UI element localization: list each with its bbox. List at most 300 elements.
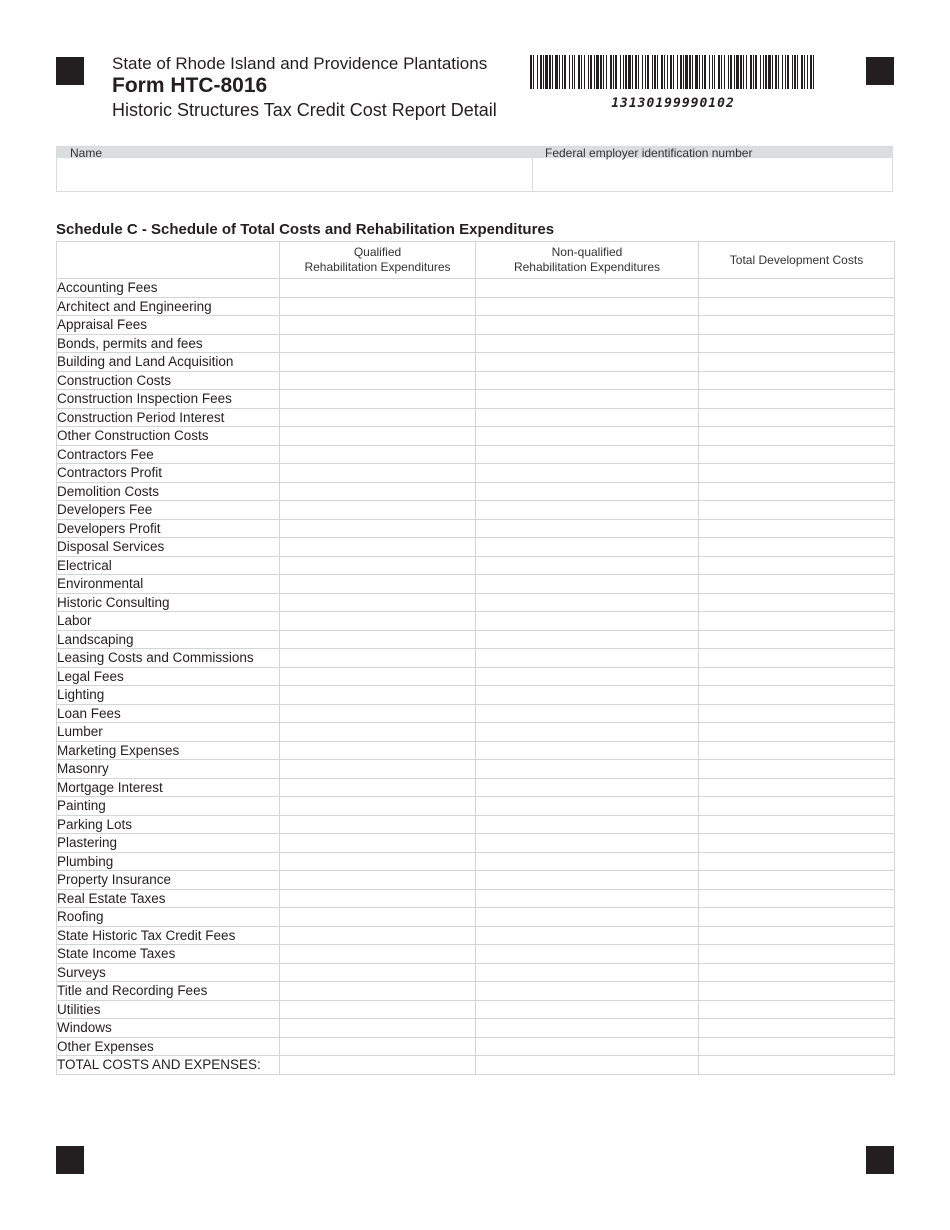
total-cell[interactable] (699, 353, 895, 372)
total-cell[interactable] (699, 464, 895, 483)
qualified-cell[interactable] (280, 630, 476, 649)
row-label: Landscaping (57, 630, 280, 649)
header-item (57, 242, 280, 279)
barcode-bar (642, 55, 643, 89)
qualified-cell[interactable] (280, 649, 476, 668)
row-label: Construction Inspection Fees (57, 390, 280, 409)
barcode-bar (552, 55, 553, 89)
table-row (57, 686, 895, 705)
name-label: Name (57, 147, 532, 158)
qualified-cell[interactable] (280, 1056, 476, 1075)
barcode-bar (635, 55, 637, 89)
table-row (57, 445, 895, 464)
barcode-bar (794, 55, 796, 89)
total-cell[interactable] (699, 427, 895, 446)
barcode-bar (569, 55, 570, 89)
barcode-bar (590, 55, 592, 89)
identification-box (56, 146, 893, 192)
row-label: Accounting Fees (57, 279, 280, 298)
fein-field[interactable] (533, 158, 893, 192)
table-row (57, 945, 895, 964)
table-row (57, 519, 895, 538)
name-field[interactable] (57, 158, 532, 192)
table-row (57, 741, 895, 760)
barcode-bar (730, 55, 732, 89)
nonqualified-cell[interactable] (476, 834, 699, 853)
qualified-cell[interactable] (280, 908, 476, 927)
barcode-bar (628, 55, 631, 89)
table-row (57, 723, 895, 742)
nonqualified-cell[interactable] (476, 1056, 699, 1075)
barcode-bar (574, 55, 575, 89)
row-label: Disposal Services (57, 538, 280, 557)
registration-mark-top-right (866, 57, 894, 85)
schedule-title: Schedule C - Schedule of Total Costs and Rehabilitation Expenditures (56, 221, 555, 238)
total-cell[interactable] (699, 926, 895, 945)
table-row (57, 982, 895, 1001)
qualified-cell[interactable] (280, 575, 476, 594)
barcode-bar (753, 55, 754, 89)
qualified-cell[interactable] (280, 408, 476, 427)
total-cell[interactable] (699, 889, 895, 908)
nonqualified-cell[interactable] (476, 334, 699, 353)
table-row (57, 556, 895, 575)
barcode-bar (615, 55, 617, 89)
barcode-bar (613, 55, 614, 89)
qualified-cell[interactable] (280, 778, 476, 797)
barcode-bar (647, 55, 649, 89)
total-cell[interactable] (699, 760, 895, 779)
qualified-cell[interactable] (280, 464, 476, 483)
nonqualified-cell[interactable] (476, 612, 699, 631)
barcode-bar (785, 55, 786, 89)
qualified-cell[interactable] (280, 686, 476, 705)
barcode-bar (530, 55, 532, 89)
barcode-bar (683, 55, 684, 89)
qualified-cell[interactable] (280, 334, 476, 353)
row-label: Mortgage Interest (57, 778, 280, 797)
nonqualified-cell[interactable] (476, 908, 699, 927)
barcode-bar (768, 55, 771, 89)
qualified-cell[interactable] (280, 834, 476, 853)
total-cell[interactable] (699, 575, 895, 594)
total-cell[interactable] (699, 279, 895, 298)
barcode-bar (667, 55, 668, 89)
barcode-bar (807, 55, 808, 89)
barcode-bar (625, 55, 627, 89)
barcode-bar (661, 55, 663, 89)
barcode-bar (813, 55, 814, 89)
nonqualified-cell[interactable] (476, 649, 699, 668)
barcode-bar (559, 55, 560, 89)
barcode-bar (623, 55, 624, 89)
qualified-cell[interactable] (280, 538, 476, 557)
total-cell[interactable] (699, 667, 895, 686)
table-row (57, 316, 895, 335)
registration-mark-bottom-left (56, 1146, 84, 1174)
nonqualified-cell[interactable] (476, 297, 699, 316)
barcode-bar (584, 55, 585, 89)
header-nonqualified (476, 242, 699, 279)
barcode-bar (750, 55, 752, 89)
fein-label: Federal employer identification number (532, 147, 893, 158)
barcode-bar (804, 55, 805, 89)
barcode-bar (588, 55, 589, 89)
qualified-cell[interactable] (280, 316, 476, 335)
row-label: Title and Recording Fees (57, 982, 280, 1001)
nonqualified-cell[interactable] (476, 556, 699, 575)
barcode-bar (620, 55, 621, 89)
table-row (57, 279, 895, 298)
qualified-cell[interactable] (280, 519, 476, 538)
barcode-bar (654, 55, 656, 89)
barcode-bar (596, 55, 599, 89)
qualified-cell[interactable] (280, 1037, 476, 1056)
nonqualified-cell[interactable] (476, 427, 699, 446)
qualified-cell[interactable] (280, 741, 476, 760)
row-label: Contractors Fee (57, 445, 280, 464)
qualified-cell[interactable] (280, 279, 476, 298)
barcode-bar (645, 55, 646, 89)
total-cell[interactable] (699, 612, 895, 631)
barcode-bar (740, 55, 742, 89)
barcode-bar (572, 55, 573, 89)
barcode-bar (775, 55, 777, 89)
barcode-bar (540, 55, 542, 89)
total-cell[interactable] (699, 501, 895, 520)
table-row (57, 1056, 895, 1075)
total-cell[interactable] (699, 834, 895, 853)
barcode-bar (578, 55, 580, 89)
row-label: Masonry (57, 760, 280, 779)
total-cell[interactable] (699, 741, 895, 760)
barcode-bar (664, 55, 665, 89)
qualified-cell[interactable] (280, 427, 476, 446)
row-label: State Income Taxes (57, 945, 280, 964)
table-row (57, 630, 895, 649)
nonqualified-cell[interactable] (476, 371, 699, 390)
total-cell[interactable] (699, 1037, 895, 1056)
total-cell[interactable] (699, 982, 895, 1001)
row-label: Demolition Costs (57, 482, 280, 501)
barcode-bar (797, 55, 798, 89)
row-label: Bonds, permits and fees (57, 334, 280, 353)
qualified-cell[interactable] (280, 390, 476, 409)
row-label: Other Construction Costs (57, 427, 280, 446)
total-cell[interactable] (699, 445, 895, 464)
qualified-cell[interactable] (280, 723, 476, 742)
qualified-cell[interactable] (280, 593, 476, 612)
nonqualified-cell[interactable] (476, 723, 699, 742)
barcode-bar (632, 55, 633, 89)
barcode-bar (545, 55, 548, 89)
total-cell[interactable] (699, 908, 895, 927)
row-label: Real Estate Taxes (57, 889, 280, 908)
barcode-bar (695, 55, 698, 89)
header-total: Total Development Costs (699, 242, 895, 279)
row-label: Surveys (57, 963, 280, 982)
nonqualified-cell[interactable] (476, 1037, 699, 1056)
barcode-bar (564, 55, 566, 89)
nonqualified-cell[interactable] (476, 519, 699, 538)
nonqualified-cell[interactable] (476, 982, 699, 1001)
total-cell[interactable] (699, 945, 895, 964)
row-label: Appraisal Fees (57, 316, 280, 335)
barcode-bar (606, 55, 607, 89)
table-row (57, 1037, 895, 1056)
row-label: Construction Period Interest (57, 408, 280, 427)
qualified-cell[interactable] (280, 889, 476, 908)
qualified-cell[interactable] (280, 815, 476, 834)
row-label: Property Insurance (57, 871, 280, 890)
row-label: Parking Lots (57, 815, 280, 834)
total-cell[interactable] (699, 963, 895, 982)
barcode-bar (562, 55, 563, 89)
total-cell[interactable] (699, 723, 895, 742)
barcode-bar (704, 55, 706, 89)
barcode-bar (692, 55, 693, 89)
barcode-bar (549, 55, 551, 89)
row-label: Developers Fee (57, 501, 280, 520)
nonqualified-cell[interactable] (476, 630, 699, 649)
nonqualified-cell[interactable] (476, 408, 699, 427)
nonqualified-cell[interactable] (476, 926, 699, 945)
nonqualified-cell[interactable] (476, 686, 699, 705)
table-row (57, 464, 895, 483)
nonqualified-cell[interactable] (476, 501, 699, 520)
row-label: Environmental (57, 575, 280, 594)
barcode-bar (699, 55, 700, 89)
nonqualified-cell[interactable] (476, 482, 699, 501)
qualified-cell[interactable] (280, 353, 476, 372)
nonqualified-cell[interactable] (476, 871, 699, 890)
barcode-bar (801, 55, 803, 89)
nonqualified-cell[interactable] (476, 889, 699, 908)
nonqualified-cell[interactable] (476, 1000, 699, 1019)
row-label: Lumber (57, 723, 280, 742)
row-label: Construction Costs (57, 371, 280, 390)
nonqualified-cell[interactable] (476, 667, 699, 686)
barcode-bar (600, 55, 602, 89)
barcode-bar (533, 55, 534, 89)
table-row (57, 353, 895, 372)
barcode-bar (772, 55, 773, 89)
barcode-bar (543, 55, 544, 89)
total-cell[interactable] (699, 630, 895, 649)
nonqualified-cell[interactable] (476, 316, 699, 335)
row-label: Utilities (57, 1000, 280, 1019)
table-row (57, 797, 895, 816)
row-label: Windows (57, 1019, 280, 1038)
row-label: Leasing Costs and Commissions (57, 649, 280, 668)
qualified-cell[interactable] (280, 297, 476, 316)
table-row (57, 908, 895, 927)
total-cell[interactable] (699, 778, 895, 797)
table-row (57, 408, 895, 427)
barcode-bar (638, 55, 639, 89)
row-label: Legal Fees (57, 667, 280, 686)
table-row (57, 427, 895, 446)
qualified-cell[interactable] (280, 1000, 476, 1019)
nonqualified-cell[interactable] (476, 797, 699, 816)
total-cell[interactable] (699, 334, 895, 353)
nonqualified-cell[interactable] (476, 963, 699, 982)
qualified-cell[interactable] (280, 982, 476, 1001)
header-qualified-line1: Qualified (353, 245, 402, 259)
barcode-bar (709, 55, 710, 89)
barcode-bar (810, 55, 812, 89)
barcode-bar (746, 55, 747, 89)
qualified-cell[interactable] (280, 852, 476, 871)
barcode-bar (670, 55, 672, 89)
barcode-bar (714, 55, 715, 89)
barcode-bar (736, 55, 739, 89)
barcode-bar (712, 55, 713, 89)
table-row (57, 852, 895, 871)
row-label: Lighting (57, 686, 280, 705)
row-label: Marketing Expenses (57, 741, 280, 760)
table-header-row (57, 242, 895, 279)
form-subtitle: Historic Structures Tax Credit Cost Report Detail (112, 100, 497, 120)
table-row (57, 889, 895, 908)
nonqualified-cell[interactable] (476, 538, 699, 557)
row-label: Painting (57, 797, 280, 816)
barcode-bar (685, 55, 688, 89)
total-cell[interactable] (699, 1056, 895, 1075)
qualified-cell[interactable] (280, 612, 476, 631)
table-row (57, 371, 895, 390)
barcode-bar (680, 55, 682, 89)
nonqualified-cell[interactable] (476, 760, 699, 779)
qualified-cell[interactable] (280, 556, 476, 575)
row-label: Other Expenses (57, 1037, 280, 1056)
total-cell[interactable] (699, 390, 895, 409)
qualified-cell[interactable] (280, 926, 476, 945)
qualified-cell[interactable] (280, 445, 476, 464)
state-name: State of Rhode Island and Providence Plantations (112, 54, 488, 73)
barcode-bar (657, 55, 658, 89)
barcode-bar (718, 55, 720, 89)
total-cell[interactable] (699, 556, 895, 575)
nonqualified-cell[interactable] (476, 852, 699, 871)
barcode-bar (721, 55, 722, 89)
barcode-image (530, 55, 816, 89)
nonqualified-cell[interactable] (476, 279, 699, 298)
barcode-bar (702, 55, 703, 89)
table-row (57, 575, 895, 594)
nonqualified-cell[interactable] (476, 704, 699, 723)
nonqualified-cell[interactable] (476, 575, 699, 594)
total-cell[interactable] (699, 408, 895, 427)
header-nonqualified-line1: Non-qualified (551, 245, 623, 259)
row-label: Loan Fees (57, 704, 280, 723)
qualified-cell[interactable] (280, 482, 476, 501)
total-cell[interactable] (699, 649, 895, 668)
total-cell[interactable] (699, 797, 895, 816)
qualified-cell[interactable] (280, 871, 476, 890)
total-cell[interactable] (699, 371, 895, 390)
table-row (57, 704, 895, 723)
barcode-bar (652, 55, 653, 89)
registration-mark-top-left (56, 57, 84, 85)
schedule-c-table (56, 241, 895, 1075)
barcode-bar (724, 55, 725, 89)
total-cell[interactable] (699, 519, 895, 538)
table-row (57, 649, 895, 668)
nonqualified-cell[interactable] (476, 741, 699, 760)
barcode-bar (782, 55, 783, 89)
total-cell[interactable] (699, 815, 895, 834)
row-label: Labor (57, 612, 280, 631)
row-label: TOTAL COSTS AND EXPENSES: (57, 1056, 280, 1075)
qualified-cell[interactable] (280, 704, 476, 723)
qualified-cell[interactable] (280, 667, 476, 686)
nonqualified-cell[interactable] (476, 464, 699, 483)
barcode-bar (760, 55, 761, 89)
row-label: Contractors Profit (57, 464, 280, 483)
qualified-cell[interactable] (280, 501, 476, 520)
qualified-cell[interactable] (280, 797, 476, 816)
total-cell[interactable] (699, 704, 895, 723)
table-row (57, 501, 895, 520)
qualified-cell[interactable] (280, 760, 476, 779)
table-row (57, 297, 895, 316)
table-row (57, 1000, 895, 1019)
barcode-bar (677, 55, 678, 89)
nonqualified-cell[interactable] (476, 445, 699, 464)
total-cell[interactable] (699, 316, 895, 335)
table-row (57, 390, 895, 409)
total-cell[interactable] (699, 871, 895, 890)
total-cell[interactable] (699, 686, 895, 705)
nonqualified-cell[interactable] (476, 1019, 699, 1038)
qualified-cell[interactable] (280, 1019, 476, 1038)
table-row (57, 778, 895, 797)
barcode-bar (689, 55, 691, 89)
total-cell[interactable] (699, 538, 895, 557)
qualified-cell[interactable] (280, 371, 476, 390)
table-row (57, 667, 895, 686)
qualified-cell[interactable] (280, 963, 476, 982)
qualified-cell[interactable] (280, 945, 476, 964)
nonqualified-cell[interactable] (476, 390, 699, 409)
barcode-bar (594, 55, 595, 89)
nonqualified-cell[interactable] (476, 945, 699, 964)
barcode-number: 13130199990102 (611, 96, 735, 111)
nonqualified-cell[interactable] (476, 815, 699, 834)
nonqualified-cell[interactable] (476, 778, 699, 797)
total-cell[interactable] (699, 297, 895, 316)
total-cell[interactable] (699, 593, 895, 612)
barcode-bar (755, 55, 757, 89)
table-row (57, 482, 895, 501)
table-row (57, 871, 895, 890)
barcode-bar (603, 55, 604, 89)
total-cell[interactable] (699, 482, 895, 501)
table-row (57, 334, 895, 353)
nonqualified-cell[interactable] (476, 353, 699, 372)
total-cell[interactable] (699, 1000, 895, 1019)
table-row (57, 612, 895, 631)
nonqualified-cell[interactable] (476, 593, 699, 612)
total-cell[interactable] (699, 1019, 895, 1038)
row-label: State Historic Tax Credit Fees (57, 926, 280, 945)
form-title: Form HTC-8016 (112, 74, 268, 97)
table-row (57, 593, 895, 612)
row-label: Plastering (57, 834, 280, 853)
row-label: Historic Consulting (57, 593, 280, 612)
total-cell[interactable] (699, 852, 895, 871)
